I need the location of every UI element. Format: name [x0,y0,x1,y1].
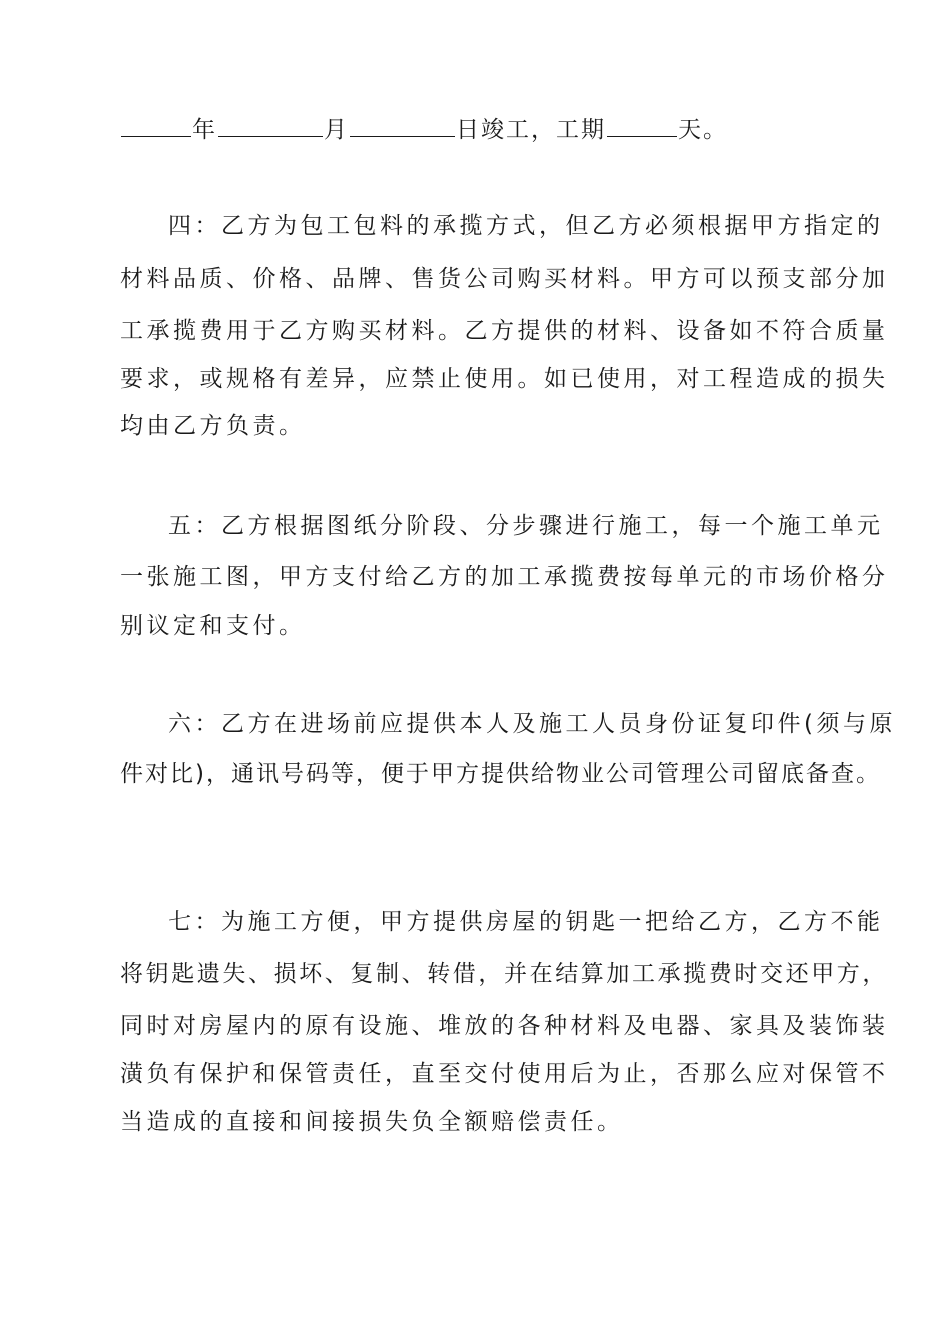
day-blank [350,114,455,137]
clause-7-line-3: 同时对房屋内的原有设施、堆放的各种材料及电器、家具及装饰装 [120,1013,889,1039]
month-blank [218,114,323,137]
clause-6-line-2: 件对比)，通讯号码等，便于甲方提供给物业公司管理公司留底备查。 [120,761,881,787]
clause-6-line-1: 六：乙方在进场前应提供本人及施工人员身份证复印件(须与原 [168,711,896,737]
clause-4-line-3: 工承揽费用于乙方购买材料。乙方提供的材料、设备如不符合质量 [120,318,889,344]
clause-4-line-2: 材料品质、价格、品牌、售货公司购买材料。甲方可以预支部分加 [120,266,889,292]
clause-5-line-2: 一张施工图，甲方支付给乙方的加工承揽费按每单元的市场价格分 [120,564,889,590]
month-suffix: 月 [324,117,349,143]
clause-4-line-4: 要求，或规格有差异，应禁止使用。如已使用，对工程造成的损失 [120,366,889,392]
completion-date-line [120,114,728,145]
clause-7-line-4: 潢负有保护和保管责任，直至交付使用后为止，否那么应对保管不 [120,1061,889,1087]
year-suffix: 年 [192,117,217,143]
day-completion-text: 日竣工，工期 [456,117,606,143]
days-suffix: 天。 [678,117,728,143]
clause-5-line-3: 别议定和支付。 [120,613,306,639]
clause-7-line-5: 当造成的直接和间接损失负全额赔偿责任。 [120,1109,624,1135]
clause-5-line-1: 五：乙方根据图纸分阶段、分步骤进行施工，每一个施工单元 [168,513,884,539]
clause-4-line-1: 四：乙方为包工包料的承揽方式，但乙方必须根据甲方指定的 [168,213,884,239]
year-blank [121,114,191,137]
clause-7-line-1: 七：为施工方便，甲方提供房屋的钥匙一把给乙方，乙方不能 [168,909,884,935]
clause-7-line-2: 将钥匙遗失、损坏、复制、转借，并在结算加工承揽费时交还甲方， [120,961,888,987]
duration-blank [607,114,677,137]
clause-4-line-5: 均由乙方负责。 [120,413,306,439]
